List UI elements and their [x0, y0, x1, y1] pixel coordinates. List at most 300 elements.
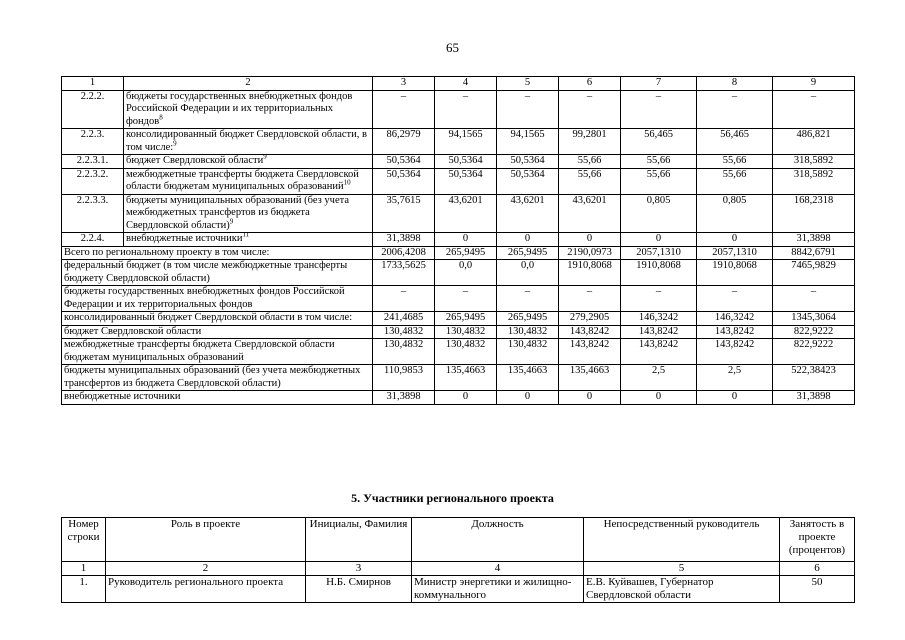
value-cell	[373, 339, 435, 365]
table-row	[62, 90, 855, 129]
value-cell-text: 35,7615	[386, 194, 421, 206]
row-name	[124, 90, 373, 129]
value-cell-text: 822,9222	[793, 339, 834, 350]
total-row-name	[62, 325, 373, 339]
participant-role	[106, 576, 306, 603]
value-cell	[621, 312, 697, 326]
column-header-text: Должность	[471, 518, 524, 530]
participant-name	[306, 576, 412, 603]
column-number-text: 4	[462, 77, 469, 88]
total-row-name-text: внебюджетные источники	[64, 391, 181, 402]
value-cell	[697, 194, 773, 233]
total-row-name	[62, 312, 373, 326]
value-cell	[559, 194, 621, 233]
table-row	[62, 155, 855, 169]
value-cell	[621, 391, 697, 405]
value-cell-text: 265,9495	[507, 312, 548, 323]
value-cell-text: 130,4832	[383, 339, 424, 350]
value-cell	[773, 391, 855, 405]
column-number-text: 3	[355, 562, 362, 574]
column-number	[124, 77, 373, 91]
value-cell-text: 50,5364	[510, 155, 545, 166]
value-cell-text: 50,5364	[386, 155, 421, 166]
value-cell-text: 0,805	[646, 194, 671, 206]
value-cell	[697, 168, 773, 194]
total-row	[62, 325, 855, 339]
value-cell-text: –	[462, 90, 469, 102]
column-header-text: Инициалы, Фамилия	[309, 518, 408, 530]
row-name	[124, 129, 373, 155]
value-cell	[497, 365, 559, 391]
value-cell	[435, 260, 497, 286]
value-cell	[697, 339, 773, 365]
row-number	[62, 233, 124, 247]
value-cell-text: 0	[586, 233, 593, 244]
value-cell	[497, 312, 559, 326]
column-number	[559, 77, 621, 91]
total-row	[62, 260, 855, 286]
value-cell	[559, 325, 621, 339]
value-cell	[697, 312, 773, 326]
total-row	[62, 391, 855, 405]
total-row	[62, 365, 855, 391]
value-cell	[559, 246, 621, 260]
column-number-text: 1	[89, 77, 96, 88]
value-cell-text: 265,9495	[445, 246, 486, 258]
value-cell	[621, 325, 697, 339]
footnote-mark: 11	[242, 232, 250, 239]
column-number-text: 6	[586, 77, 593, 88]
value-cell	[435, 339, 497, 365]
value-cell-text: 43,6201	[448, 194, 483, 206]
value-cell-text: 1910,8068	[712, 260, 757, 271]
value-cell	[497, 90, 559, 129]
column-header-text: Занятость в проекте (процентов)	[788, 518, 846, 556]
value-cell	[697, 233, 773, 247]
footnote-mark: 9	[229, 217, 234, 225]
column-number-text: 5	[524, 77, 531, 88]
total-row-name-text: межбюджетные трансферты бюджета Свердловской области бюджетам муниципальных образований	[64, 339, 335, 363]
value-cell-text: –	[655, 286, 662, 297]
value-cell	[621, 168, 697, 194]
value-cell-text: 143,8242	[638, 339, 679, 350]
column-number-text: 5	[678, 562, 685, 574]
value-cell-text: 55,66	[646, 168, 671, 180]
value-cell-text: 143,8242	[638, 325, 679, 337]
value-cell-text: –	[731, 90, 738, 102]
value-cell	[773, 168, 855, 194]
value-cell	[621, 286, 697, 312]
value-cell-text: 110,9853	[384, 365, 423, 376]
value-cell	[697, 325, 773, 339]
value-cell	[773, 312, 855, 326]
value-cell-text: 143,8242	[569, 339, 610, 350]
value-cell	[697, 391, 773, 405]
value-cell-text: 522,38423	[791, 365, 836, 376]
column-header-text: Непосредственный руководитель	[603, 518, 760, 530]
value-cell-text: 0	[731, 233, 738, 244]
value-cell	[373, 391, 435, 405]
participant-employment-text: 50	[811, 576, 823, 588]
value-cell	[497, 286, 559, 312]
value-cell-text: 94,1565	[448, 129, 483, 140]
value-cell	[497, 194, 559, 233]
value-cell	[435, 286, 497, 312]
value-cell-text: 56,465	[644, 129, 673, 140]
value-cell	[435, 312, 497, 326]
row-number-text: 2.2.3.	[80, 129, 105, 140]
value-cell	[559, 365, 621, 391]
footnote-mark: 9	[263, 154, 267, 161]
row-number	[62, 194, 124, 233]
total-row-name-text: бюджеты муниципальных образований (без учета межбюджетных трансфертов из бюджета Свердловской области)	[64, 365, 361, 389]
column-header-text: Номер строки	[67, 518, 100, 543]
column-number	[584, 562, 780, 576]
value-cell-text: 0	[462, 233, 469, 244]
value-cell-text: 31,3898	[796, 233, 831, 244]
row-name	[124, 194, 373, 233]
value-cell-text: 0	[524, 391, 531, 402]
column-header	[306, 518, 412, 562]
value-cell-text: 143,8242	[714, 339, 755, 350]
value-cell	[497, 339, 559, 365]
value-cell	[621, 365, 697, 391]
row-number	[62, 168, 124, 194]
value-cell-text: 31,3898	[386, 233, 421, 244]
column-number	[62, 562, 106, 576]
value-cell-text: 2,5	[651, 365, 666, 376]
value-cell-text: 146,3242	[714, 312, 755, 323]
value-cell-text: 1345,3064	[791, 312, 836, 323]
value-cell-text: 86,2979	[386, 129, 421, 140]
value-cell-text: 135,4663	[445, 365, 486, 376]
participant-employment	[780, 576, 855, 603]
value-cell-text: 143,8242	[714, 325, 755, 337]
row-number-text: 2.2.4.	[80, 233, 105, 244]
value-cell-text: 31,3898	[796, 391, 831, 402]
value-cell-text: –	[524, 90, 531, 102]
total-row-name-text: бюджеты государственных внебюджетных фондов Российской Федерации и их территориальных фондов	[64, 286, 345, 310]
value-cell	[773, 246, 855, 260]
total-row-name	[62, 391, 373, 405]
value-cell	[435, 168, 497, 194]
value-cell	[773, 194, 855, 233]
value-cell	[559, 391, 621, 405]
column-number-text: 2	[202, 562, 209, 574]
column-number-text: 4	[494, 562, 501, 574]
value-cell	[773, 129, 855, 155]
value-cell	[697, 286, 773, 312]
value-cell-text: 241,4685	[383, 312, 424, 323]
value-cell	[435, 365, 497, 391]
value-cell-text: –	[655, 90, 662, 102]
value-cell-text: –	[462, 286, 469, 297]
value-cell-text: 822,9222	[793, 325, 834, 337]
total-row-name	[62, 365, 373, 391]
value-cell	[697, 365, 773, 391]
total-row-name	[62, 286, 373, 312]
total-row-name-text: консолидированный бюджет Свердловской области в том числе:	[64, 312, 353, 323]
column-number-text: 7	[655, 77, 662, 88]
column-number	[435, 77, 497, 91]
value-cell	[497, 168, 559, 194]
value-cell-text: 56,465	[720, 129, 749, 140]
value-cell-text: 130,4832	[383, 325, 424, 337]
value-cell	[373, 365, 435, 391]
value-cell-text: 130,4832	[507, 325, 548, 337]
table-row	[62, 194, 855, 233]
participant-role-text: Руководитель регионального проекта	[108, 576, 284, 588]
value-cell	[435, 194, 497, 233]
row-name-text: бюджет Свердловской области	[126, 155, 264, 166]
row-number	[62, 90, 124, 129]
column-number	[780, 562, 855, 576]
column-number-text: 1	[80, 562, 87, 574]
value-cell-text: 43,6201	[510, 194, 545, 206]
row-number-text: 2.2.2.	[80, 90, 105, 102]
row-name	[124, 168, 373, 194]
table-row	[62, 129, 855, 155]
row-name	[124, 233, 373, 247]
value-cell	[773, 365, 855, 391]
column-header	[412, 518, 584, 562]
value-cell	[559, 260, 621, 286]
value-cell-text: –	[810, 286, 817, 297]
column-number	[412, 562, 584, 576]
value-cell	[621, 129, 697, 155]
value-cell	[435, 325, 497, 339]
value-cell	[773, 286, 855, 312]
value-cell-text: 55,66	[722, 168, 747, 180]
value-cell	[697, 90, 773, 129]
value-cell-text: 2,5	[727, 365, 742, 376]
value-cell-text: 94,1565	[510, 129, 545, 140]
value-cell-text: 7465,9829	[791, 260, 836, 271]
column-number-text: 3	[400, 77, 407, 88]
value-cell-text: 318,5892	[793, 168, 834, 180]
column-number	[697, 77, 773, 91]
value-cell-text: 135,4663	[569, 365, 610, 376]
row-number-text: 2.2.3.1.	[76, 155, 109, 166]
column-number	[773, 77, 855, 91]
footnote-mark: 9	[173, 139, 177, 147]
value-cell	[559, 129, 621, 155]
total-row-name	[62, 260, 373, 286]
participant-supervisor	[584, 576, 780, 603]
column-header	[106, 518, 306, 562]
value-cell-text: 130,4832	[507, 339, 548, 350]
column-header	[62, 518, 106, 562]
value-cell-text: 168,2318	[793, 194, 834, 206]
value-cell-text: 50,5364	[448, 155, 483, 166]
row-number-text: 2.2.3.3.	[76, 194, 109, 206]
value-cell	[621, 339, 697, 365]
column-header	[584, 518, 780, 562]
value-cell-text: 0	[655, 233, 662, 244]
value-cell-text: 279,2905	[569, 312, 610, 323]
value-cell-text: 318,5892	[793, 155, 834, 166]
value-cell	[373, 129, 435, 155]
row-name-text: бюджеты муниципальных образований (без учета межбюджетных трансфертов из бюджета Свердловской области)	[126, 194, 349, 231]
footnote-mark: 10	[343, 178, 351, 187]
value-cell-text: 99,2801	[572, 129, 607, 140]
value-cell-text: 486,821	[796, 129, 831, 140]
value-cell	[559, 168, 621, 194]
table-row	[62, 168, 855, 194]
header-row	[62, 77, 855, 91]
value-cell-text: 0,0	[520, 260, 535, 271]
value-cell-text: 0	[462, 391, 469, 402]
value-cell-text: 2006,4208	[381, 246, 426, 258]
value-cell	[559, 90, 621, 129]
participant-position	[412, 576, 584, 603]
value-cell-text: 2057,1310	[636, 246, 681, 258]
column-number	[306, 562, 412, 576]
value-cell	[497, 246, 559, 260]
participant-number	[62, 576, 106, 603]
value-cell-text: –	[586, 90, 593, 102]
row-name	[124, 155, 373, 169]
row-name-text: бюджеты государственных внебюджетных фондов Российской Федерации и их территориальных фондов	[126, 90, 353, 127]
participant-number-text: 1.	[79, 576, 88, 588]
value-cell	[497, 325, 559, 339]
row-number-text: 2.2.3.2.	[76, 168, 109, 180]
value-cell-text: 0,805	[722, 194, 747, 206]
value-cell	[697, 246, 773, 260]
value-cell	[559, 339, 621, 365]
value-cell	[773, 339, 855, 365]
value-cell-text: 8842,6791	[791, 246, 836, 258]
row-name-text: межбюджетные трансферты бюджета Свердловской области бюджетам муниципальных образований	[126, 168, 359, 192]
value-cell	[621, 260, 697, 286]
value-cell-text: 265,9495	[507, 246, 548, 258]
value-cell-text: 55,66	[577, 155, 602, 166]
value-cell-text: 50,5364	[510, 168, 545, 180]
value-cell	[373, 233, 435, 247]
row-number	[62, 155, 124, 169]
column-header-text: Роль в проекте	[170, 518, 241, 530]
value-cell	[773, 325, 855, 339]
column-number	[373, 77, 435, 91]
row-name-text: консолидированный бюджет Свердловской области, в том числе:	[126, 129, 367, 153]
column-number	[621, 77, 697, 91]
row-name-text: внебюджетные источники	[126, 233, 243, 244]
value-cell-text: –	[586, 286, 593, 297]
row-number	[62, 129, 124, 155]
value-cell-text: –	[810, 90, 817, 102]
value-cell-text: 55,66	[577, 168, 602, 180]
budget-table	[61, 76, 855, 405]
value-cell	[621, 246, 697, 260]
value-cell-text: 0,0	[458, 260, 473, 271]
value-cell	[559, 233, 621, 247]
value-cell	[435, 129, 497, 155]
value-cell	[773, 260, 855, 286]
footnote-mark: 8	[159, 113, 163, 121]
value-cell	[373, 168, 435, 194]
value-cell-text: 0	[524, 233, 531, 244]
participant-position-text: Министр энергетики и жилищно-коммунального	[414, 576, 572, 601]
value-cell-text: 265,9495	[445, 312, 486, 323]
value-cell	[435, 90, 497, 129]
participants-table	[61, 517, 855, 603]
value-cell	[373, 260, 435, 286]
column-number-text: 9	[810, 77, 817, 88]
value-cell-text: 55,66	[722, 155, 747, 166]
value-cell	[559, 155, 621, 169]
total-row-name-text: федеральный бюджет (в том числе межбюджетные трансферты бюджету Свердловской области)	[64, 260, 348, 284]
value-cell	[373, 194, 435, 233]
value-cell	[497, 155, 559, 169]
column-number	[497, 77, 559, 91]
total-row	[62, 246, 855, 260]
value-cell	[373, 246, 435, 260]
value-cell	[373, 90, 435, 129]
value-cell-text: 1733,5625	[381, 260, 426, 271]
participant-row	[62, 576, 855, 603]
value-cell-text: 0	[731, 391, 738, 402]
value-cell-text: –	[400, 90, 407, 102]
value-cell	[497, 233, 559, 247]
value-cell-text: 130,4832	[445, 325, 486, 337]
total-row	[62, 286, 855, 312]
value-cell	[435, 246, 497, 260]
table-row	[62, 233, 855, 247]
participant-name-text: Н.Б. Смирнов	[326, 576, 391, 588]
total-row	[62, 312, 855, 326]
column-number	[62, 77, 124, 91]
value-cell	[621, 155, 697, 169]
total-row	[62, 339, 855, 365]
value-cell	[435, 233, 497, 247]
value-cell	[621, 90, 697, 129]
value-cell	[559, 286, 621, 312]
value-cell	[697, 260, 773, 286]
column-header	[780, 518, 855, 562]
value-cell	[373, 325, 435, 339]
value-cell	[435, 391, 497, 405]
value-cell	[621, 233, 697, 247]
participants-header-row	[62, 518, 855, 562]
total-row-name	[62, 246, 373, 260]
value-cell-text: 1910,8068	[636, 260, 681, 271]
participant-supervisor-text: Е.В. Куйвашев, Губернатор Свердловской области	[586, 576, 714, 601]
section-title: 5. Участники регионального проекта	[351, 491, 554, 505]
value-cell	[697, 129, 773, 155]
value-cell-text: 55,66	[646, 155, 671, 166]
value-cell-text: –	[400, 286, 407, 297]
value-cell-text: 43,6201	[572, 194, 607, 206]
value-cell	[497, 129, 559, 155]
participants-numbering-row	[62, 562, 855, 576]
column-number-text: 8	[731, 77, 738, 88]
value-cell-text: 31,3898	[386, 391, 421, 402]
page-number: 65	[446, 40, 459, 55]
value-cell	[497, 260, 559, 286]
column-number-text: 2	[245, 77, 251, 88]
value-cell	[697, 155, 773, 169]
value-cell-text: 2190,0973	[567, 246, 612, 258]
total-row-name-text: бюджет Свердловской области	[64, 325, 202, 337]
value-cell	[559, 312, 621, 326]
value-cell-text: –	[731, 286, 738, 297]
value-cell	[435, 155, 497, 169]
value-cell-text: 135,4663	[507, 365, 548, 376]
value-cell-text: 0	[655, 391, 662, 402]
value-cell-text: 50,5364	[386, 168, 421, 180]
value-cell-text: 143,8242	[569, 325, 610, 337]
value-cell-text: 0	[586, 391, 593, 402]
